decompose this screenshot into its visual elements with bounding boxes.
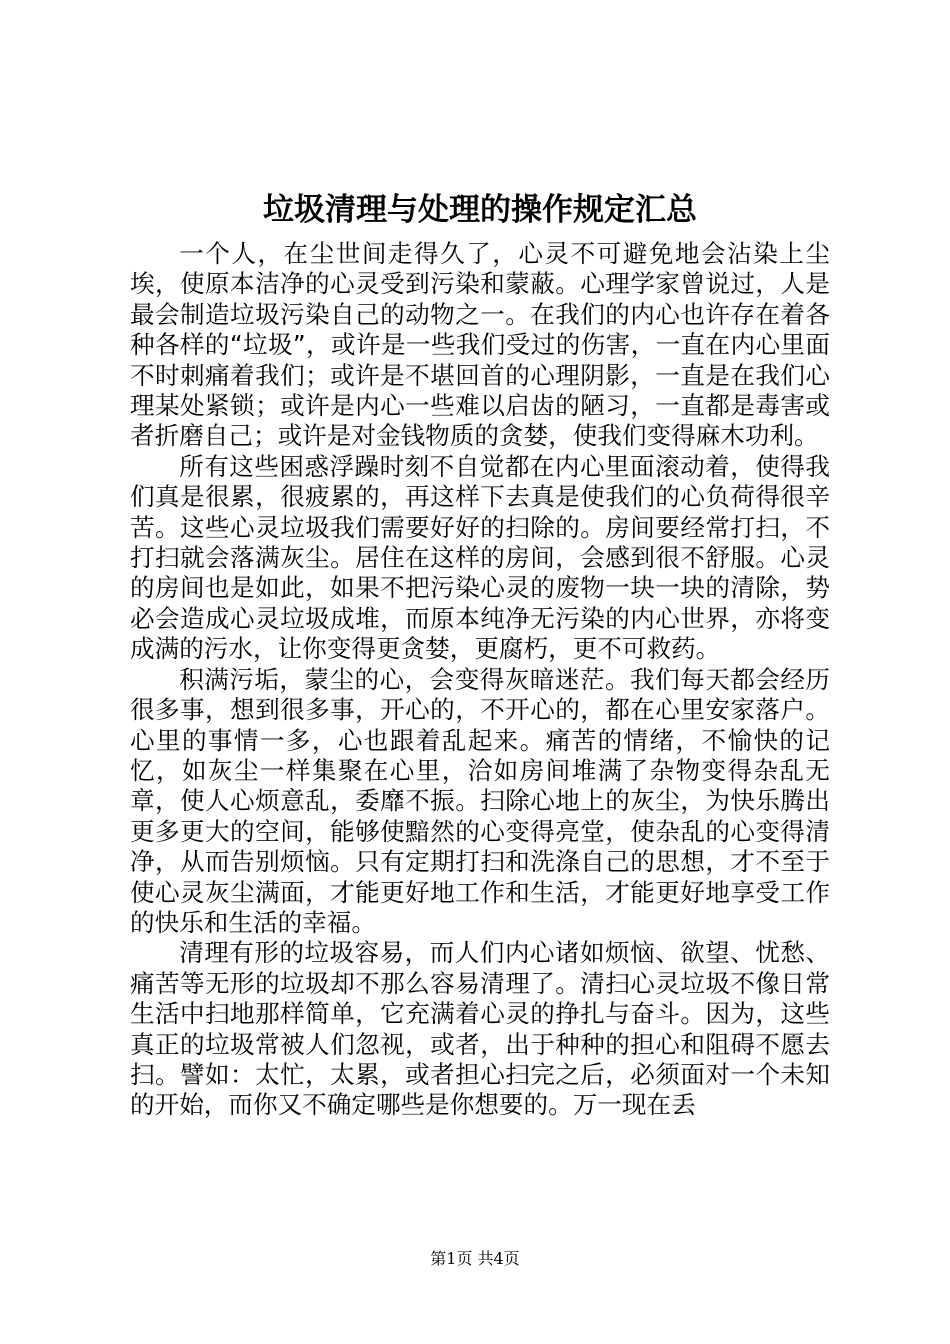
paragraph-3: 积满污垢，蒙尘的心，会变得灰暗迷茫。我们每天都会经历很多事，想到很多事，开心的，不开心的，都在心里安家落户。心里的事情一多，心也跟着乱起来。痛苦的情绪，不愉快的记忆，如灰尘一样集聚在心里，洽如房间堆满了杂物变得杂乱无章，使人心烦意乱，委靡不振。扫除心地上的灰尘，为快乐腾出更多更大的空间，能够使黯然的心变得亮堂，使杂乱的心变得清净，从而告别烦恼。只有定期打扫和洗涤自己的思想，才不至于使心灵灰尘满面，才能更好地工作和生活，才能更好地享受工作的快乐和生活的幸福。: [130, 664, 830, 937]
paragraph-4: 清理有形的垃圾容易，而人们内心诸如烦恼、欲望、忧愁、痛苦等无形的垃圾却不那么容易清理了。清扫心灵垃圾不像日常生活中扫地那样简单，它充满着心灵的挣扎与奋斗。因为，这些真正的垃圾常被人们忽视，或者，出于种种的担心和阻碍不愿去扫。譬如：太忙，太累，或者担心扫完之后，必须面对一个未知的开始，而你又不确定哪些是你想要的。万一现在丢: [130, 938, 830, 1120]
document-body: [130, 239, 830, 1121]
paragraph-2: 所有这些困惑浮躁时刻不自觉都在内心里面滚动着，使得我们真是很累，很疲累的，再这样下去真是使我们的心负荷得很辛苦。这些心灵垃圾我们需要好好的扫除的。房间要经常打扫，不打扫就会落满灰尘。居住在这样的房间，会感到很不舒服。心灵的房间也是如此，如果不把污染心灵的废物一块一块的清除，势必会造成心灵垃圾成堆，而原本纯净无污染的内心世界，亦将变成满的污水，让你变得更贪婪，更腐朽，更不可救药。: [130, 451, 830, 664]
document-title: 垃圾清理与处理的操作规定汇总: [263, 192, 697, 228]
page-number-footer: 第1页 共4页: [430, 1249, 520, 1268]
paragraph-1: 一个人，在尘世间走得久了，心灵不可避免地会沾染上尘埃，使原本洁净的心灵受到污染和蒙蔽。心理学家曾说过，人是最会制造垃圾污染自己的动物之一。在我们的内心也许存在着各种各样的“垃圾”，或许是一些我们受过的伤害，一直在内心里面不时刺痛着我们；或许是不堪回首的心理阴影，一直是在我们心理某处紧锁；或许是内心一些难以启齿的陋习，一直都是毒害或者折磨自己；或许是对金钱物质的贪婪，使我们变得麻木功利。: [130, 239, 830, 451]
